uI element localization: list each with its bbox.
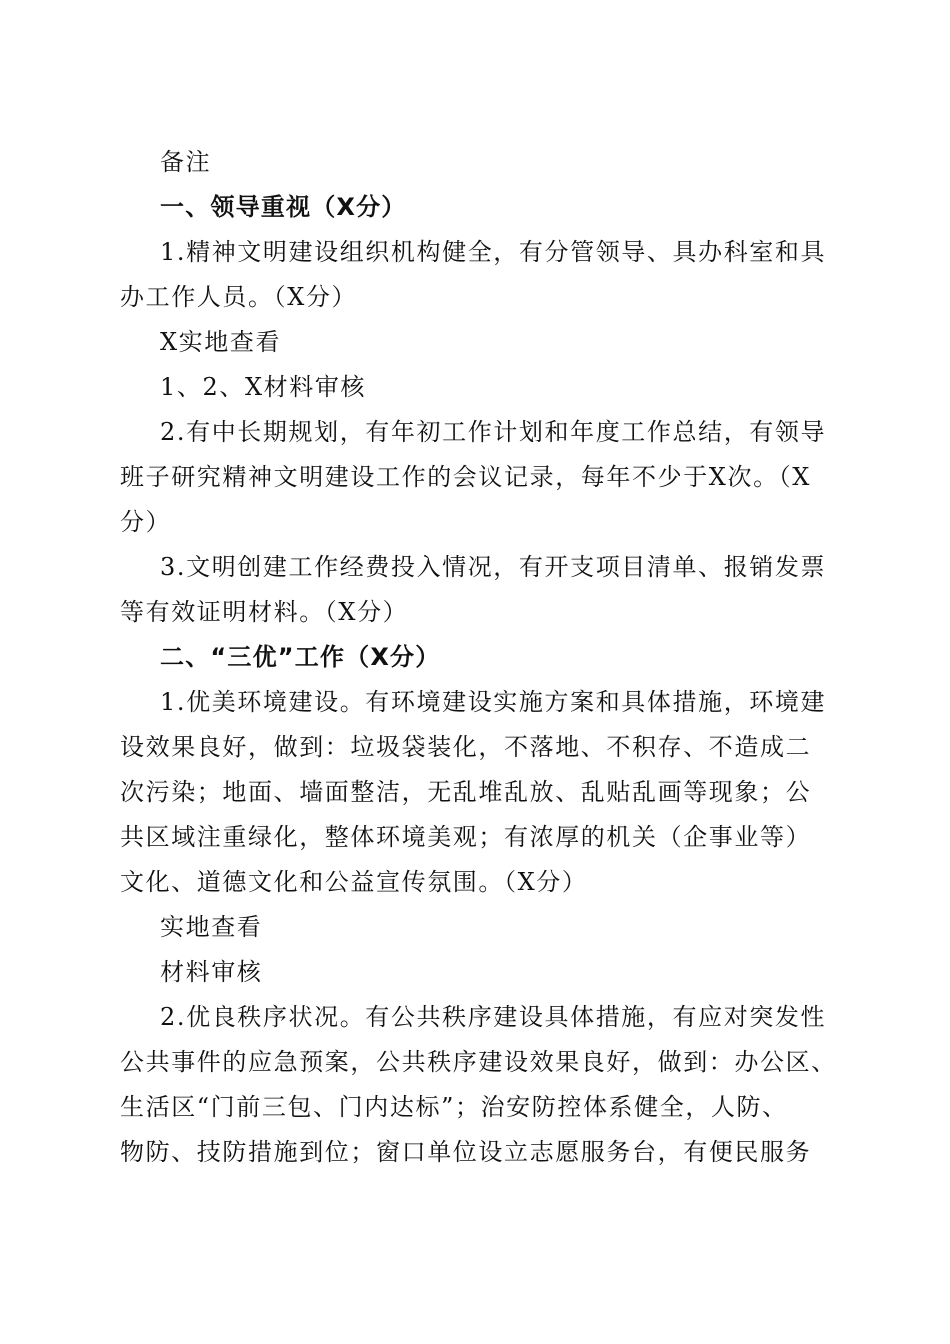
paragraph-line: 1、2、X材料审核 (160, 373, 367, 401)
section-heading-leadership: 一、领导重视（X分） (160, 193, 407, 221)
paragraph-line: 3.文明创建工作经费投入情况，有开支项目清单、报销发票 (160, 553, 827, 581)
paragraph-line: 公共事件的应急预案，公共秩序建设效果良好，做到：办公区、 (120, 1048, 837, 1076)
paragraph-line: 材料审核 (160, 958, 263, 986)
paragraph-line: 1.优美环境建设。有环境建设实施方案和具体措施，环境建 (160, 688, 827, 716)
paragraph-line: 等有效证明材料。（X分） (120, 598, 409, 626)
paragraph-line: 班子研究精神文明建设工作的会议记录，每年不少于X次。（X (120, 463, 811, 491)
paragraph-line: 实地查看 (160, 913, 263, 941)
paragraph-line: 次污染；地面、墙面整洁，无乱堆乱放、乱贴乱画等现象；公 (120, 778, 812, 806)
paragraph-line: 2.优良秩序状况。有公共秩序建设具体措施，有应对突发性 (160, 1003, 827, 1031)
paragraph-line: 文化、道德文化和公益宣传氛围。（X分） (120, 868, 588, 896)
paragraph-line: 1.精神文明建设组织机构健全，有分管领导、具办科室和具 (160, 238, 827, 266)
section-heading-three-excellence: 二、“三优”工作（X分） (160, 643, 441, 671)
paragraph-line: 共区域注重绿化，整体环境美观；有浓厚的机关（企事业等） (120, 823, 812, 851)
paragraph-line: 物防、技防措施到位；窗口单位设立志愿服务台，有便民服务 (120, 1138, 812, 1166)
paragraph-line: 2.有中长期规划，有年初工作计划和年度工作总结，有领导 (160, 418, 827, 446)
paragraph-line: 分） (120, 508, 172, 536)
paragraph-line: 办工作人员。（X分） (120, 283, 358, 311)
remark-label: 备注 (160, 148, 212, 176)
paragraph-line: X实地查看 (160, 328, 282, 356)
paragraph-line: 生活区“门前三包、门内达标”；治安防控体系健全，人防、 (120, 1093, 788, 1121)
paragraph-line: 设效果良好，做到：垃圾袋装化，不落地、不积存、不造成二 (120, 733, 812, 761)
document-page (120, 140, 837, 1175)
